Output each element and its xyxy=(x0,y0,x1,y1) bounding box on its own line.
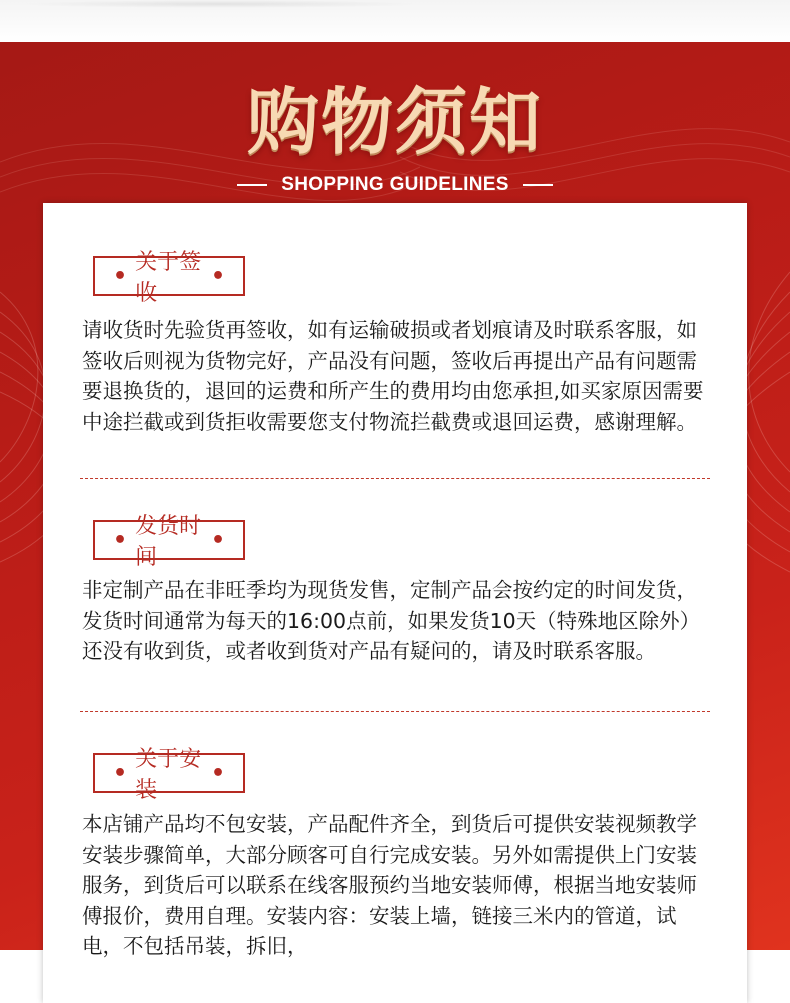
subtitle-dash-right xyxy=(523,184,553,186)
bullet-dot-icon: • xyxy=(210,527,225,553)
bullet-dot-icon: • xyxy=(210,263,225,289)
subtitle-dash-left xyxy=(237,184,267,186)
bullet-dot-icon: • xyxy=(113,527,128,553)
section-title-shipping xyxy=(93,514,245,570)
section-divider xyxy=(80,478,710,479)
section-body-shipping: 非定制产品在非旺季均为现货发售，定制产品会按约定的时间发货，发货时间通常为每天的16:00点前，如果发货10天（特殊地区除外）还没有收到货，或者收到货对产品有疑问的，请及时联系客服。 xyxy=(82,578,701,663)
bullet-dot-icon: • xyxy=(210,760,225,786)
page-subtitle: SHOPPING GUIDELINES xyxy=(281,174,509,195)
section-title-label: 发货时间 xyxy=(135,514,202,570)
section-divider xyxy=(80,711,710,712)
top-strip xyxy=(0,0,790,42)
guidelines-card xyxy=(43,203,747,1003)
section-title-installation xyxy=(93,747,245,803)
page-title: 购物须知 xyxy=(246,80,543,164)
bullet-dot-icon: • xyxy=(113,760,128,786)
section-body-signing: 请收货时先验货再签收，如有运输破损或者划痕请及时联系客服，如签收后则视为货物完好，产品没有问题，签收后再提出产品有问题需要退换货的，退回的运费和所产生的费用均由您承担,如买家原因需要中途拦截或到货拒收需要您支付物流拦截费或退回运费，感谢理解。 xyxy=(82,318,704,434)
section-title-label: 关于签收 xyxy=(135,250,202,306)
bullet-dot-icon: • xyxy=(113,263,128,289)
page-subtitle-row xyxy=(0,172,790,198)
section-title-signing xyxy=(93,250,245,306)
section-body-installation: 本店铺产品均不包安装，产品配件齐全，到货后可提供安装视频教学安装步骤简单，大部分顾客可自行完成安装。另外如需提供上门安装服务，到货后可以联系在线客服预约当地安装师傅，根据当地安装师傅报价，费用自理。安装内容：安装上墙，链接三米内的管道，试电，不包括吊装，拆旧， xyxy=(82,812,697,958)
section-title-label: 关于安装 xyxy=(135,747,202,803)
top-shadow xyxy=(20,0,420,8)
